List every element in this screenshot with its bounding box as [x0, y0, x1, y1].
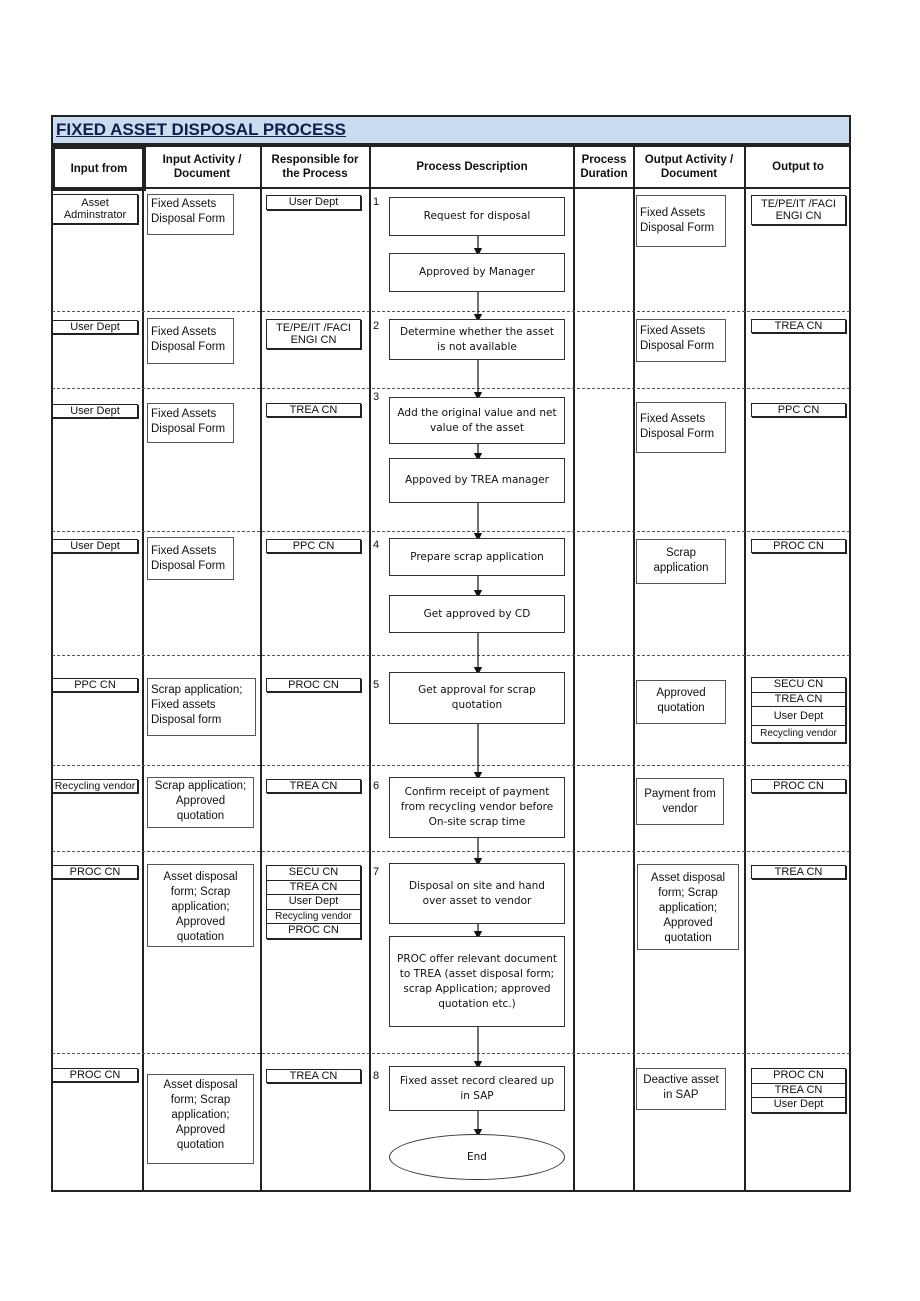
- output-to-label: PROC CN: [751, 539, 846, 553]
- responsible-label: TREA CN: [266, 403, 361, 417]
- input-from-label: PPC CN: [52, 678, 138, 692]
- output-to-label: User Dept: [773, 1098, 824, 1110]
- responsible-label: PROC CN: [266, 678, 361, 692]
- input-from-label: PROC CN: [52, 1068, 138, 1082]
- process-step: PROC offer relevant document to TREA (asset disposal form; scrap Application; approved quotation etc.): [389, 936, 565, 1027]
- output-to-label: PPC CN: [751, 403, 846, 417]
- process-step: Appoved by TREA manager: [389, 458, 565, 503]
- input-from-label: Asset Adminstrator: [52, 194, 138, 224]
- output-to-label: TREA CN: [752, 1084, 845, 1099]
- input-document: Fixed Assets Disposal Form: [147, 194, 234, 235]
- process-step: Approved by Manager: [389, 253, 565, 292]
- header-output-activity: Output Activity / Document: [644, 154, 734, 180]
- input-document: Fixed Assets Disposal Form: [147, 537, 234, 580]
- process-step: Determine whether the asset is not available: [389, 319, 565, 360]
- step-number: 5: [373, 679, 380, 691]
- process-step: Get approval for scrap quotation: [389, 672, 565, 724]
- output-to-label: PROC CN: [751, 779, 846, 793]
- step-number: 4: [373, 539, 380, 551]
- input-document: Asset disposal form; Scrap application; Approved quotation: [147, 1074, 254, 1164]
- output-to-label: PROC CN: [752, 1069, 845, 1084]
- process-step: Disposal on site and hand over asset to vendor: [389, 863, 565, 924]
- process-step: Request for disposal: [389, 197, 565, 236]
- output-document: Fixed Assets Disposal Form: [636, 402, 726, 453]
- step-number: 8: [373, 1070, 380, 1082]
- step-number: 1: [373, 196, 380, 208]
- header-input-from: Input from: [53, 147, 146, 191]
- responsible-stack: [266, 865, 361, 939]
- output-document: Asset disposal form; Scrap application; Approved quotation: [637, 864, 739, 950]
- process-step: Add the original value and net value of the asset: [389, 397, 565, 444]
- header-responsible: Responsible for the Process: [271, 154, 359, 180]
- input-from-label: User Dept: [52, 404, 138, 418]
- responsible-label: PROC CN: [288, 924, 339, 936]
- responsible-label: TE/PE/IT /FACI ENGI CN: [266, 319, 361, 349]
- process-step: Get approved by CD: [389, 595, 565, 633]
- header-output-to: Output to: [772, 161, 824, 173]
- output-to-label: User Dept: [752, 707, 845, 726]
- output-to-label: TREA CN: [751, 865, 846, 879]
- output-document: Fixed Assets Disposal Form: [636, 319, 726, 362]
- responsible-label: Recycling vendor: [267, 910, 360, 925]
- output-to-stack: [751, 677, 846, 743]
- step-number: 6: [373, 780, 380, 792]
- process-step: Fixed asset record cleared up in SAP: [389, 1066, 565, 1111]
- input-from-label: Recycling vendor: [52, 779, 138, 793]
- input-from-label: PROC CN: [52, 865, 138, 879]
- process-step: Prepare scrap application: [389, 538, 565, 576]
- input-document: Fixed Assets Disposal Form: [147, 403, 234, 443]
- output-to-label: TREA CN: [751, 319, 846, 333]
- header-input-activity: Input Activity / Document: [162, 154, 242, 180]
- output-document: Fixed Assets Disposal Form: [636, 195, 726, 247]
- responsible-label: TREA CN: [267, 881, 360, 896]
- input-document: Fixed Assets Disposal Form: [147, 318, 234, 364]
- responsible-label: TREA CN: [266, 1069, 361, 1083]
- responsible-label: User Dept: [266, 195, 361, 210]
- responsible-label: PPC CN: [266, 539, 361, 553]
- page-title: FIXED ASSET DISPOSAL PROCESS: [56, 120, 347, 139]
- output-document: Approved quotation: [636, 680, 726, 724]
- process-step: Confirm receipt of payment from recycling vendor before On-site scrap time: [389, 777, 565, 838]
- output-to-label: Recycling vendor: [760, 728, 837, 739]
- end-terminator: End: [389, 1134, 565, 1180]
- responsible-label: SECU CN: [267, 866, 360, 881]
- output-to-label: TREA CN: [752, 693, 845, 708]
- output-to-label: SECU CN: [752, 678, 845, 693]
- input-document: Asset disposal form; Scrap application; Approved quotation: [147, 864, 254, 947]
- input-document: Scrap application; Approved quotation: [147, 777, 254, 828]
- header-process-duration: Process Duration: [580, 154, 628, 180]
- header-process-description: Process Description: [416, 161, 528, 173]
- step-number: 7: [373, 866, 380, 878]
- responsible-label: User Dept: [267, 895, 360, 910]
- input-from-label: User Dept: [52, 539, 138, 553]
- output-to-label: TE/PE/IT /FACI ENGI CN: [751, 195, 846, 225]
- output-to-stack: [751, 1068, 846, 1113]
- input-document: Scrap application; Fixed assets Disposal form: [147, 678, 256, 736]
- output-document: Deactive asset in SAP: [636, 1068, 726, 1110]
- output-document: Payment from vendor: [636, 778, 724, 825]
- input-from-label: User Dept: [52, 320, 138, 334]
- output-document: Scrap application: [636, 539, 726, 584]
- step-number: 3: [373, 391, 380, 403]
- step-number: 2: [373, 320, 380, 332]
- responsible-label: TREA CN: [266, 779, 361, 793]
